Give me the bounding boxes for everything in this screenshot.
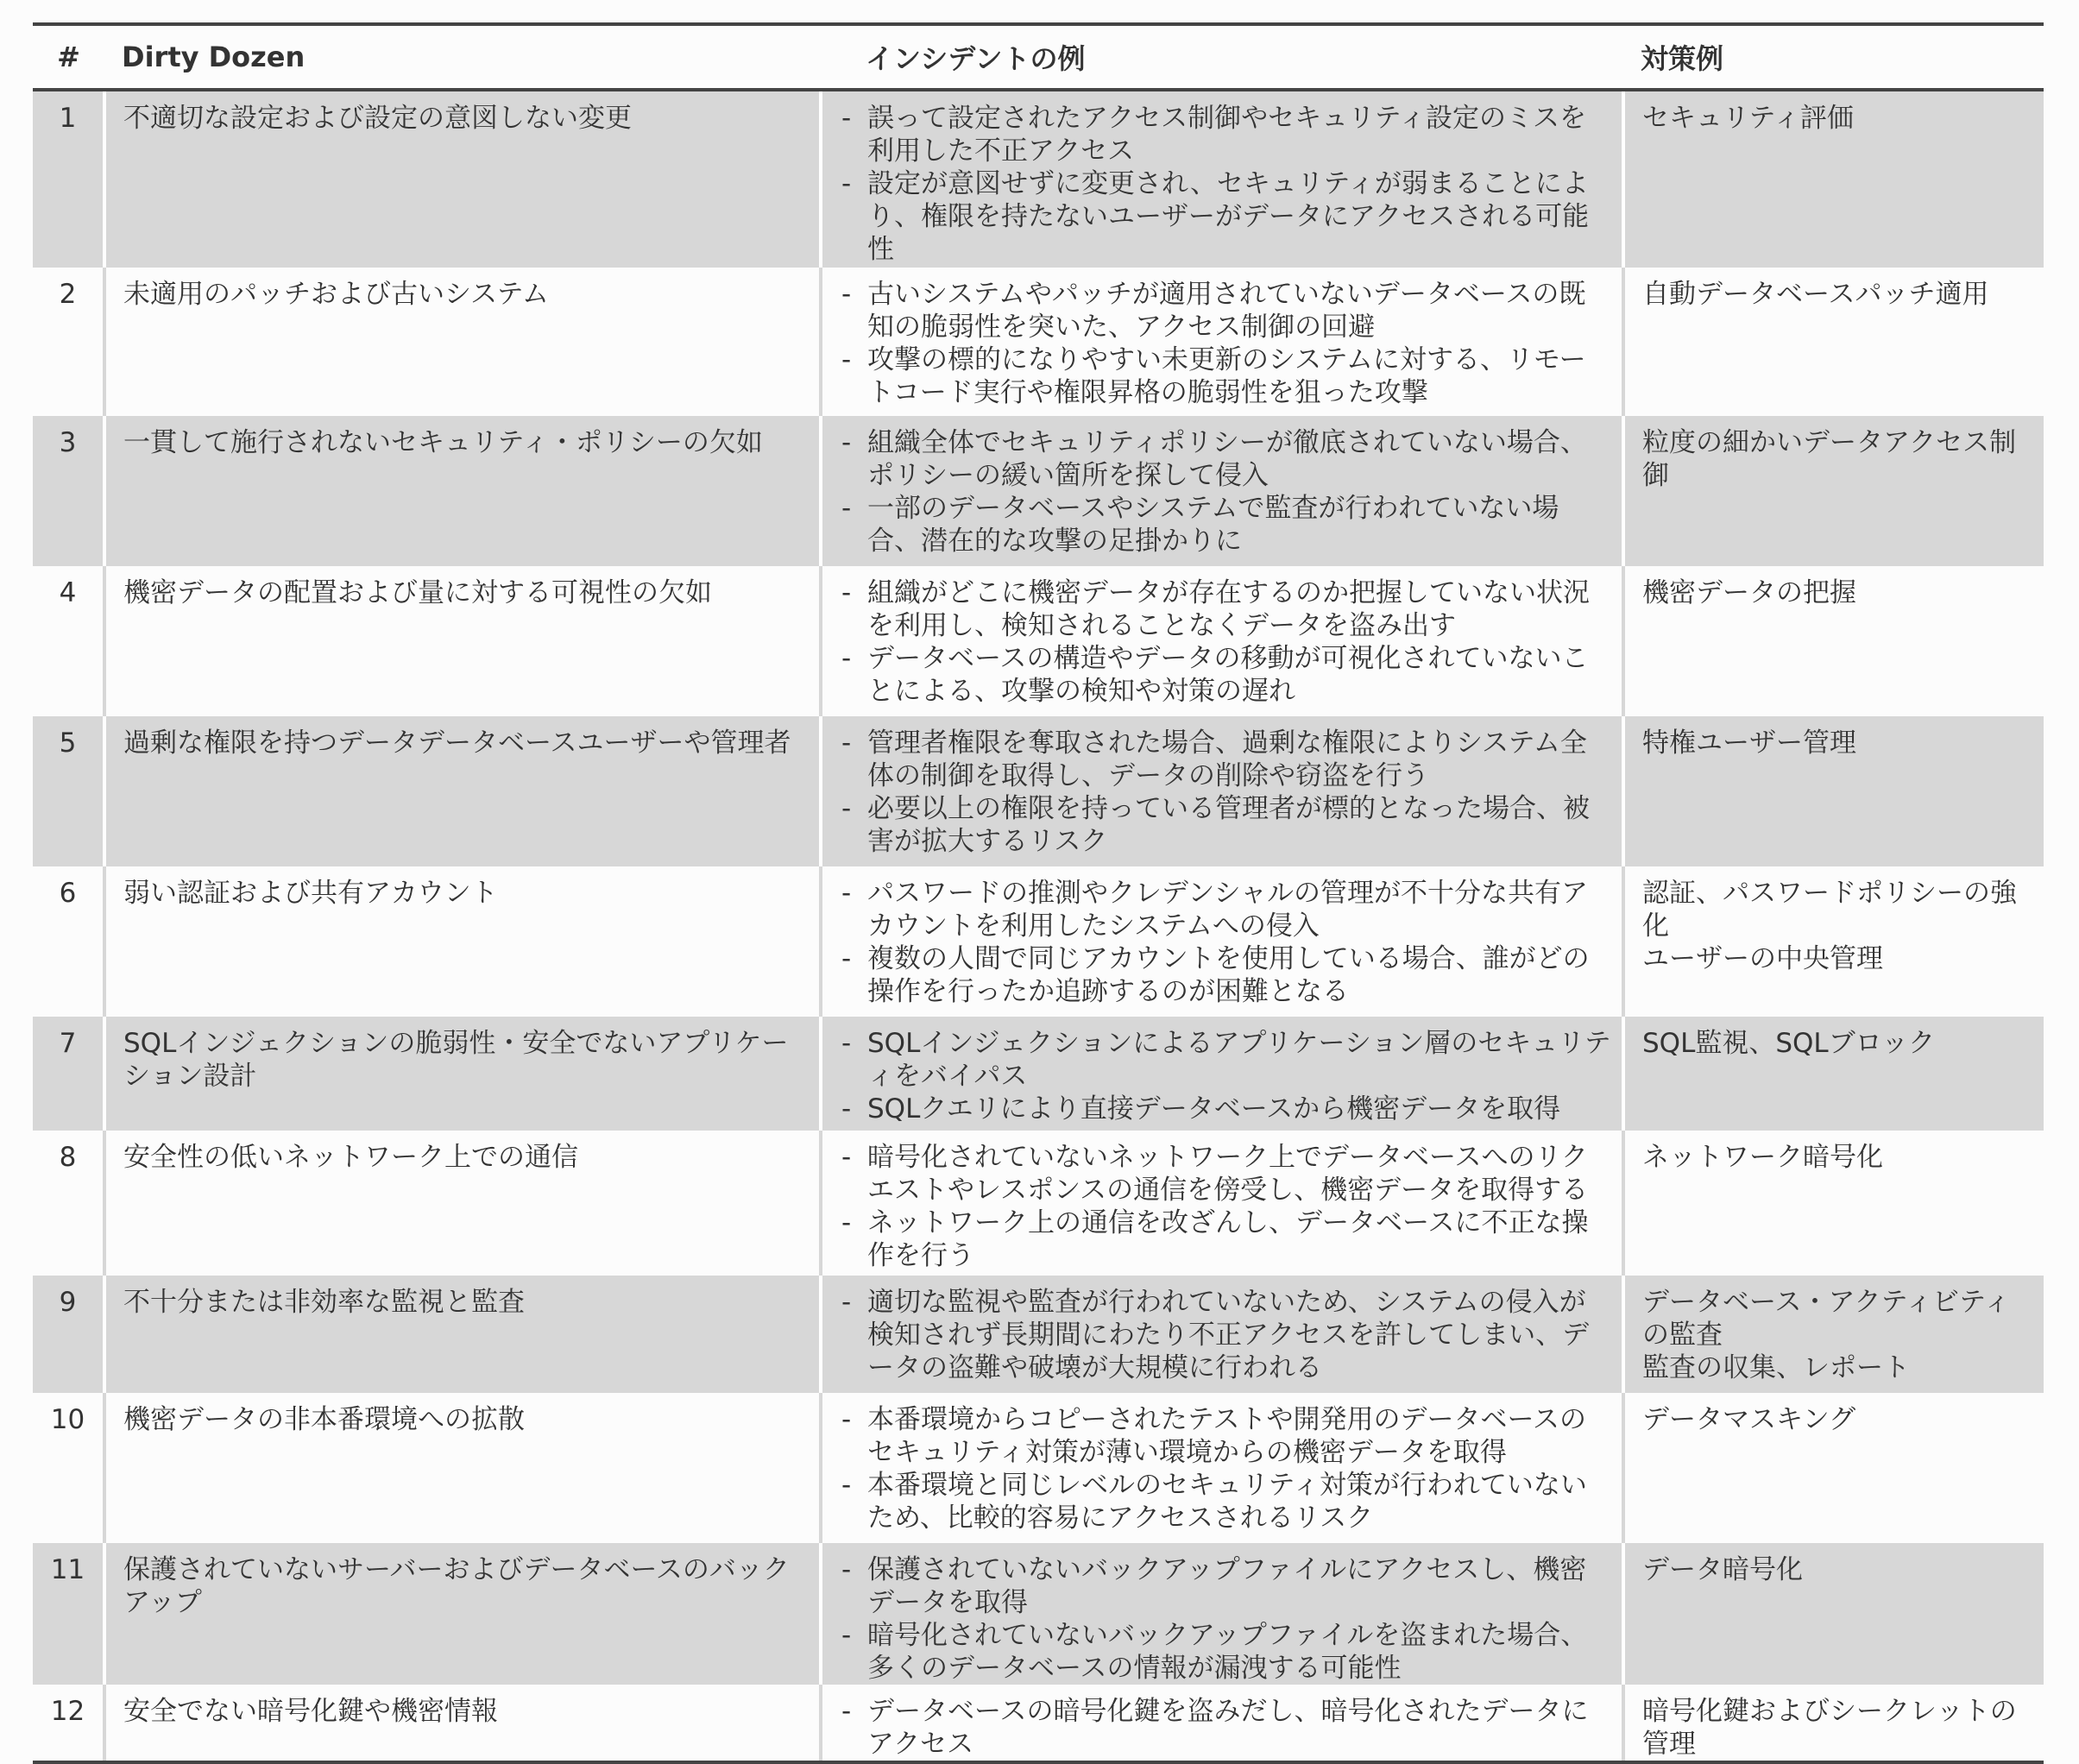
countermeasure-item: 監査の収集、レポート [1642,1352,1910,1383]
dirty-dozen-item: 過剰な権限を持つデータデータベースユーザーや管理者 [104,716,821,866]
row-number: 5 [33,716,104,866]
dirty-dozen-item: 機密データの配置および量に対する可視性の欠如 [104,566,821,716]
countermeasure-item: データマスキング [1642,1404,1856,1435]
incident-examples-cell [821,566,1623,716]
table-row [33,866,2044,1017]
incident-list [841,727,1611,858]
dirty-dozen-item: SQLインジェクションの脆弱性・安全でないアプリケーション設計 [104,1017,821,1131]
row-number: 4 [33,566,104,716]
incident-list [841,1695,1611,1761]
countermeasure-cell [1623,1543,2044,1685]
table-body [33,90,2044,1762]
incident-examples-cell [821,866,1623,1017]
countermeasure-cell [1623,1131,2044,1276]
countermeasure-item: 特権ユーザー管理 [1642,728,1856,759]
incident-item: - 必要以上の権限を持っている管理者が標的となった場合、被害が拡大するリスク [841,792,1611,858]
incident-item: - 攻撃の標的になりやすい未更新のシステムに対する、リモートコード実行や権限昇格の脆弱性を狙った攻撃 [841,343,1611,409]
incident-list [841,1286,1611,1384]
dirty-dozen-item: 機密データの非本番環境への拡散 [104,1393,821,1543]
countermeasure-item: データ暗号化 [1642,1554,1803,1585]
table-row [33,416,2044,566]
countermeasure-item: ネットワーク暗号化 [1642,1142,1883,1173]
header-countermeasures: 対策例 [1623,24,2044,90]
countermeasure-cell [1623,1276,2044,1393]
table-row [33,716,2044,866]
countermeasure-cell [1623,416,2044,566]
countermeasure-cell [1623,268,2044,416]
incident-list [841,1553,1611,1685]
incident-item: - 設定が意図せずに変更され、セキュリティが弱まることにより、権限を持たないユーザーがデータにアクセスされる可能性 [841,167,1611,266]
incident-list [841,278,1611,409]
incident-examples-cell [821,1017,1623,1131]
table-row [33,1543,2044,1685]
row-number: 8 [33,1131,104,1276]
dirty-dozen-item: 保護されていないサーバーおよびデータベースのバックアップ [104,1543,821,1685]
incident-list [841,1403,1611,1534]
countermeasure-item: 暗号化鍵およびシークレットの管理 [1642,1696,2017,1760]
incident-item: - 一部のデータベースやシステムで監査が行われていない場合、潜在的な攻撃の足掛かりに [841,492,1611,558]
header-num: # [33,24,104,90]
row-number: 2 [33,268,104,416]
countermeasure-item: SQL監視、SQLブロック [1642,1028,1936,1059]
row-number: 6 [33,866,104,1017]
dirty-dozen-item: 安全性の低いネットワーク上での通信 [104,1131,821,1276]
incident-examples-cell [821,1131,1623,1276]
incident-item: - 暗号化されていないバックアップファイルを盗まれた場合、多くのデータベースの情報が漏洩する可能性 [841,1619,1611,1685]
table-row [33,1276,2044,1393]
dirty-dozen-item: 未適用のパッチおよび古いシステム [104,268,821,416]
dirty-dozen-item: 安全でない暗号化鍵や機密情報 [104,1685,821,1762]
countermeasure-item: 自動データベースパッチ適用 [1642,279,1989,310]
countermeasure-cell [1623,1393,2044,1543]
dirty-dozen-item: 一貫して施行されないセキュリティ・ポリシーの欠如 [104,416,821,566]
row-number: 12 [33,1685,104,1762]
incident-examples-cell [821,1393,1623,1543]
countermeasure-cell [1623,1685,2044,1762]
countermeasure-cell [1623,1017,2044,1131]
incident-item: - データベースの暗号化鍵を盗みだし、暗号化されたデータにアクセス [841,1695,1611,1761]
incident-examples-cell [821,268,1623,416]
table-row [33,1393,2044,1543]
row-number: 10 [33,1393,104,1543]
countermeasure-cell [1623,716,2044,866]
countermeasure-item: 粒度の細かいデータアクセス制御 [1642,427,2017,491]
incident-item: - 適切な監視や監査が行われていないため、システムの侵入が検知されず長期間にわたり不正アクセスを許してしまい、データの盗難や破壊が大規模に行われる [841,1286,1611,1384]
table-header [33,24,2044,90]
incident-item: - 本番環境からコピーされたテストや開発用のデータベースのセキュリティ対策が薄い環境からの機密データを取得 [841,1403,1611,1469]
dirty-dozen-item: 不十分または非効率な監視と監査 [104,1276,821,1393]
table-row [33,1685,2044,1762]
incident-item: - 暗号化されていないネットワーク上でデータベースへのリクエストやレスポンスの通信を傍受し、機密データを取得する [841,1141,1611,1206]
incident-item: - SQLクエリにより直接データベースから機密データを取得 [841,1093,1611,1125]
table-row [33,268,2044,416]
countermeasure-cell [1623,566,2044,716]
incident-examples-cell [821,1685,1623,1762]
countermeasure-item: ユーザーの中央管理 [1642,943,1883,974]
incident-item: - 保護されていないバックアップファイルにアクセスし、機密データを取得 [841,1553,1611,1619]
countermeasure-cell [1623,866,2044,1017]
table-row [33,1017,2044,1131]
incident-examples-cell [821,1276,1623,1393]
incident-item: - パスワードの推測やクレデンシャルの管理が不十分な共有アカウントを利用したシステムへの侵入 [841,877,1611,942]
incident-item: - データベースの構造やデータの移動が可視化されていないことによる、攻撃の検知や対策の遅れ [841,642,1611,708]
table-row [33,1131,2044,1276]
row-number: 1 [33,90,104,268]
dirty-dozen-item: 弱い認証および共有アカウント [104,866,821,1017]
incident-item: - 複数の人間で同じアカウントを使用している場合、誰がどの操作を行ったか追跡するのが困難となる [841,942,1611,1008]
incident-examples-cell [821,716,1623,866]
row-number: 7 [33,1017,104,1131]
incident-item: - SQLインジェクションによるアプリケーション層のセキュリティをバイパス [841,1027,1611,1093]
row-number: 9 [33,1276,104,1393]
dirty-dozen-item: 不適切な設定および設定の意図しない変更 [104,90,821,268]
countermeasure-item: セキュリティ評価 [1642,103,1854,134]
incident-item: - 古いシステムやパッチが適用されていないデータベースの既知の脆弱性を突いた、アクセス制御の回避 [841,278,1611,343]
incident-item: - 本番環境と同じレベルのセキュリティ対策が行われていないため、比較的容易にアクセスされるリスク [841,1469,1611,1534]
incident-list [841,576,1611,708]
incident-examples-cell [821,1543,1623,1685]
incident-item: - ネットワーク上の通信を改ざんし、データベースに不正な操作を行う [841,1206,1611,1272]
table-row [33,90,2044,268]
countermeasure-item: 認証、パスワードポリシーの強化 [1642,878,2017,942]
incident-list [841,877,1611,1008]
incident-item: - 誤って設定されたアクセス制御やセキュリティ設定のミスを利用した不正アクセス [841,102,1611,167]
dirty-dozen-table-wrapper [33,22,2044,1764]
header-row [33,24,2044,90]
incident-item: - 組織全体でセキュリティポリシーが徹底されていない場合、ポリシーの緩い箇所を探して侵入 [841,426,1611,492]
header-dirty-dozen: Dirty Dozen [104,24,821,90]
incident-examples-cell [821,416,1623,566]
countermeasure-item: 機密データの把握 [1642,577,1856,608]
incident-list [841,426,1611,558]
row-number: 11 [33,1543,104,1685]
incident-examples-cell [821,90,1623,268]
dirty-dozen-table [33,22,2044,1764]
incident-item: - 組織がどこに機密データが存在するのか把握していない状況を利用し、検知されることなくデータを盗み出す [841,576,1611,642]
incident-list [841,1141,1611,1272]
countermeasure-cell [1623,90,2044,268]
incident-list [841,1027,1611,1125]
incident-item: - 管理者権限を奪取された場合、過剰な権限によりシステム全体の制御を取得し、データの削除や窃盗を行う [841,727,1611,792]
table-row [33,566,2044,716]
row-number: 3 [33,416,104,566]
countermeasure-item: データベース・アクティビティの監査 [1642,1287,2011,1351]
incident-list [841,102,1611,266]
header-incident-examples: インシデントの例 [821,24,1623,90]
